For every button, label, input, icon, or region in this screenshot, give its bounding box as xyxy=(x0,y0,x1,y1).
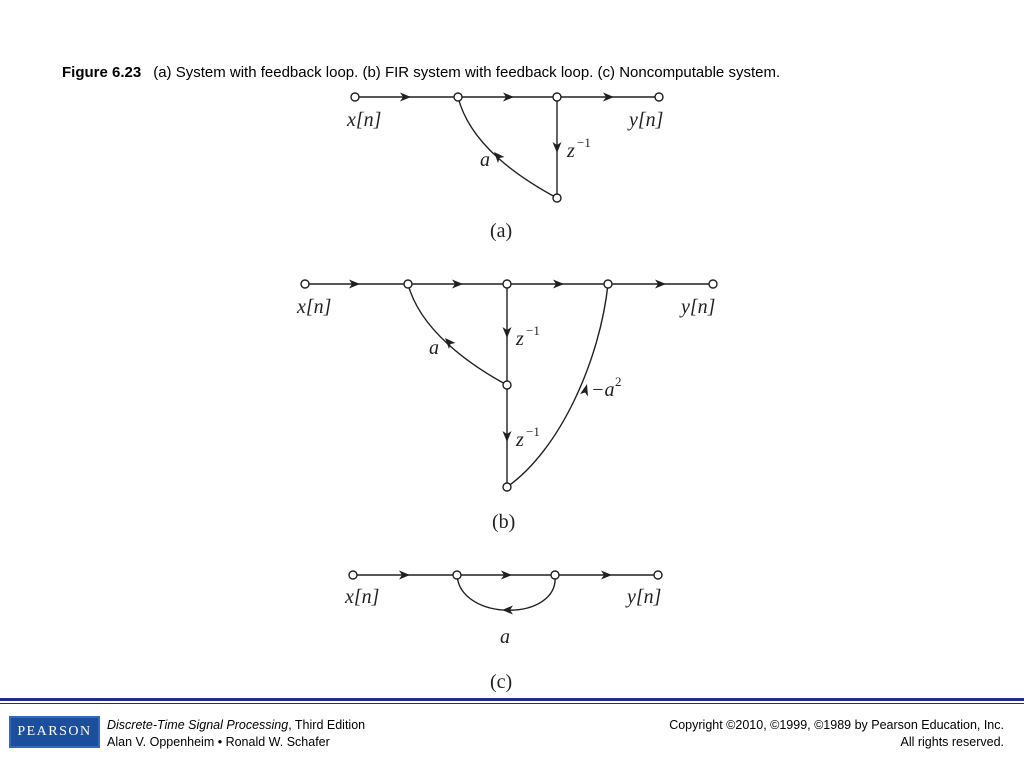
diagram-c-output-label: y[n] xyxy=(627,586,662,608)
book-authors: Alan V. Oppenheim • Ronald W. Schafer xyxy=(107,735,330,749)
diagram-c-node-output xyxy=(654,571,662,579)
diagram-b-input-label: x[n] xyxy=(297,296,332,318)
diagram-a-delay-exp: −1 xyxy=(577,135,591,150)
pearson-logo: PEARSON xyxy=(9,716,100,748)
footer-book-info xyxy=(107,717,365,751)
diagram-b-node-input xyxy=(301,280,309,288)
diagram-b-node-sum-out xyxy=(604,280,612,288)
footer-rule-thin xyxy=(0,703,1024,704)
diagram-a-output-label: y[n] xyxy=(629,109,664,131)
diagram-c-gain-label: a xyxy=(500,626,510,648)
diagram-b-delay-exp-1: −1 xyxy=(526,323,540,338)
footer-copyright xyxy=(669,717,1004,751)
diagram-a-node-branch xyxy=(553,93,561,101)
diagram-b-delay-label-1: z xyxy=(516,328,524,350)
diagram-c-input-label: x[n] xyxy=(345,586,380,608)
diagram-a-input-label: x[n] xyxy=(347,109,382,131)
diagram-b-gain-exp: 2 xyxy=(615,374,622,389)
diagram-b-node-delay-1 xyxy=(503,381,511,389)
diagram-a-node-input xyxy=(351,93,359,101)
diagram-a-gain-label: a xyxy=(480,149,490,171)
diagram-c-feedback-branch xyxy=(457,575,555,610)
diagram-c-node-input xyxy=(349,571,357,579)
diagram-b-output-label: y[n] xyxy=(681,296,716,318)
diagram-c-node-branch xyxy=(551,571,559,579)
book-title: Discrete-Time Signal Processing xyxy=(107,718,289,732)
diagram-b-gain-a-label: a xyxy=(429,337,439,359)
diagram-b xyxy=(296,280,717,534)
diagram-a-feedback-branch xyxy=(458,97,557,198)
footer-rule-thick xyxy=(0,698,1024,701)
diagram-a-node-delay xyxy=(553,194,561,202)
diagram-b-gain-neg-a2-label: −a xyxy=(591,379,615,401)
diagram-b-feedback-branch xyxy=(408,284,507,385)
diagram-c xyxy=(344,571,662,694)
diagram-b-node-delay-2 xyxy=(503,483,511,491)
diagram-b-delay-label-2: z xyxy=(516,429,524,451)
diagram-a xyxy=(346,93,663,243)
rights-text: All rights reserved. xyxy=(900,735,1004,749)
diagram-a-node-sum xyxy=(454,93,462,101)
figure-number: Figure 6.23 xyxy=(62,64,142,81)
book-edition: , Third Edition xyxy=(288,718,366,732)
diagram-b-node-branch xyxy=(503,280,511,288)
diagram-b-part-label: (b) xyxy=(492,511,516,533)
diagram-a-node-output xyxy=(655,93,663,101)
diagram-c-node-sum xyxy=(453,571,461,579)
diagram-b-node-sum xyxy=(404,280,412,288)
figure-caption-text: (a) System with feedback loop. (b) FIR system with feedback loop. (c) Noncomputable system. xyxy=(153,64,781,81)
diagram-b-delay-exp-2: −1 xyxy=(526,424,540,439)
diagram-c-part-label: (c) xyxy=(490,671,513,693)
copyright-text: Copyright ©2010, ©1999, ©1989 by Pearson Education, Inc. xyxy=(669,718,1004,732)
diagram-a-part-label: (a) xyxy=(490,220,513,242)
footer-title-line xyxy=(107,717,365,734)
diagram-a-delay-label: z xyxy=(567,140,575,162)
diagram-b-node-output xyxy=(709,280,717,288)
